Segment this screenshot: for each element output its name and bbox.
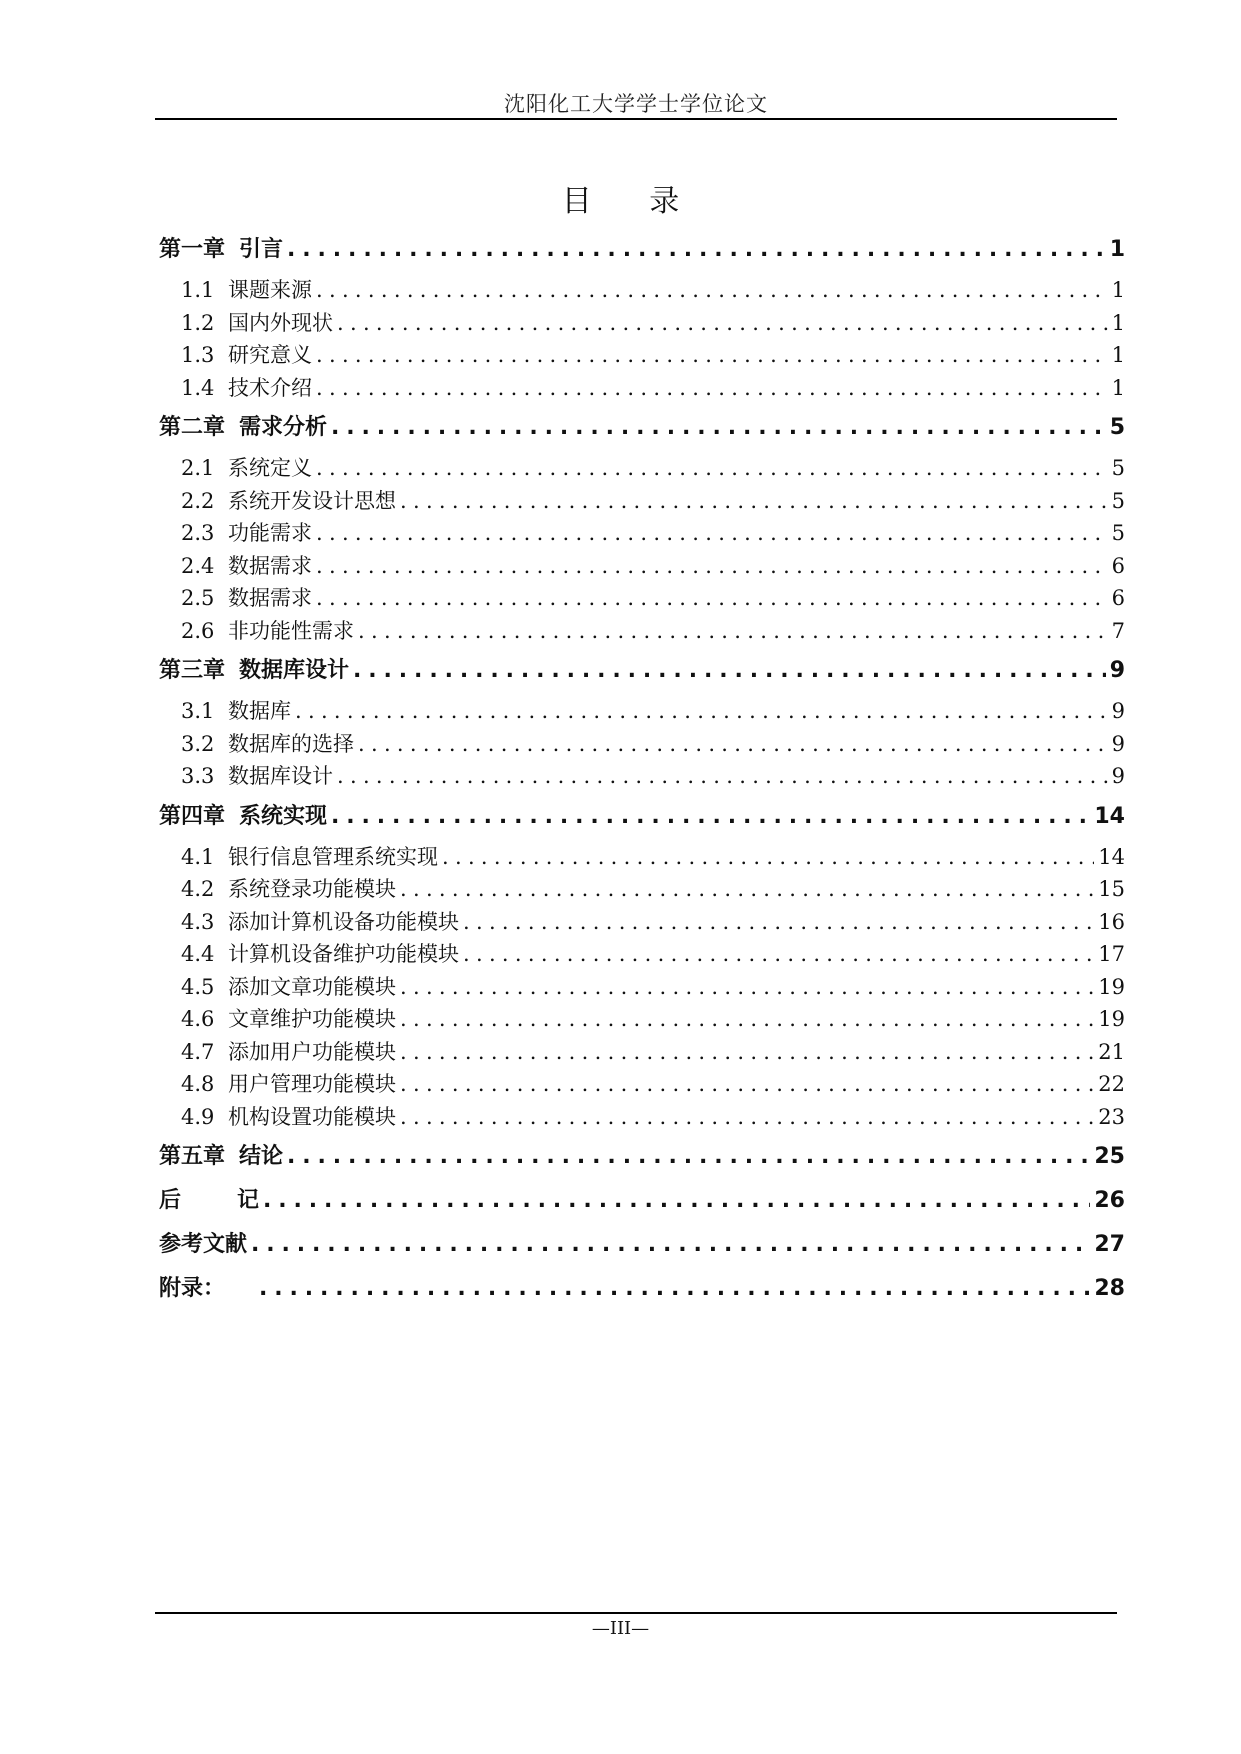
chapter-label: 第五章: [159, 1144, 226, 1169]
section-number: 2.3: [181, 521, 215, 545]
toc-chapter-2[interactable]: [159, 406, 1125, 450]
section-number: 1.3: [181, 343, 215, 367]
dot-leader: [358, 615, 1108, 648]
running-header: 沈阳化工大学学士学位论文: [504, 92, 768, 116]
section-title: 添加文章功能模块: [228, 974, 396, 999]
section-title: 系统定义: [228, 456, 312, 480]
section-title: 数据需求: [228, 586, 312, 610]
section-number: 1.1: [181, 278, 215, 302]
toc-section-2-4[interactable]: [159, 550, 1125, 583]
section-number: 2.2: [181, 488, 215, 513]
dot-leader: [331, 795, 1090, 839]
toc-chapter-5[interactable]: [159, 1135, 1125, 1179]
toc-section-2-6[interactable]: [159, 615, 1125, 648]
chapter-label: 第四章: [159, 803, 226, 829]
header-rule: [155, 118, 1117, 120]
dot-leader: [400, 1036, 1094, 1069]
page-number: 1: [1111, 310, 1125, 335]
toc-postscript[interactable]: [159, 1179, 1125, 1223]
toc-section-1-3[interactable]: [159, 339, 1125, 372]
page-number: 28: [1094, 1276, 1125, 1301]
section-title: 系统开发设计思想: [228, 488, 396, 513]
page-number: 26: [1094, 1188, 1125, 1213]
dot-leader: [400, 1101, 1094, 1134]
toc-section-4-5[interactable]: [159, 971, 1125, 1004]
dot-leader: [316, 372, 1108, 405]
toc-title: 目 录: [561, 184, 704, 219]
page-number: 5: [1111, 521, 1125, 545]
dot-leader: [337, 760, 1108, 793]
dot-leader: [316, 517, 1108, 550]
dot-leader: [331, 406, 1106, 450]
section-title: 计算机设备维护功能模块: [228, 942, 459, 966]
dot-leader: [358, 728, 1108, 761]
section-title: 数据库: [228, 699, 291, 723]
section-number: 2.1: [181, 456, 215, 480]
dot-leader: [400, 1068, 1094, 1101]
page-number: 21: [1098, 1039, 1125, 1064]
section-number: 4.9: [181, 1104, 215, 1129]
section-number: 4.1: [181, 844, 215, 869]
section-title: 国内外现状: [228, 310, 333, 335]
section-number: 2.6: [181, 618, 215, 643]
page-number: 5: [1111, 488, 1125, 513]
section-title: 用户管理功能模块: [228, 1072, 396, 1096]
page-number: 6: [1111, 586, 1125, 610]
chapter-title: 引言: [239, 237, 284, 262]
chapter-label: 附录：: [159, 1276, 226, 1301]
dot-leader: [316, 582, 1108, 615]
toc-chapter-4[interactable]: [159, 795, 1125, 839]
dot-leader: [400, 971, 1094, 1004]
table-of-contents: [159, 228, 1125, 1311]
dot-leader: [400, 873, 1094, 906]
toc-section-2-3[interactable]: [159, 517, 1125, 550]
page-number: 14: [1098, 844, 1125, 869]
toc-chapter-3[interactable]: [159, 649, 1125, 693]
page-number: 15: [1098, 877, 1125, 901]
chapter-label: 后: [159, 1188, 182, 1213]
dot-leader: [316, 452, 1108, 485]
page-number: 5: [1109, 415, 1125, 440]
page-number: 19: [1098, 1007, 1125, 1031]
section-number: 4.8: [181, 1072, 215, 1096]
toc-section-4-7[interactable]: [159, 1036, 1125, 1069]
dot-leader: [463, 938, 1094, 971]
page-number: 5: [1111, 456, 1125, 480]
chapter-title: 结论: [239, 1144, 284, 1169]
toc-section-4-3[interactable]: [159, 906, 1125, 939]
section-number: 4.2: [181, 877, 215, 901]
dot-leader: [400, 1003, 1094, 1036]
page-number: 23: [1098, 1104, 1125, 1129]
chapter-label: 第二章: [159, 415, 226, 440]
page-number: 19: [1098, 974, 1125, 999]
section-title: 数据需求: [228, 553, 312, 578]
section-number: 1.4: [181, 375, 215, 400]
chapter-label: 参考文献: [159, 1232, 248, 1257]
toc-section-3-1[interactable]: [159, 695, 1125, 728]
page-number: 17: [1098, 942, 1125, 966]
section-title: 研究意义: [228, 343, 312, 367]
section-number: 1.2: [181, 310, 215, 335]
page-number: 9: [1109, 658, 1125, 683]
toc-section-3-3[interactable]: [159, 760, 1125, 793]
dot-leader: [337, 307, 1108, 340]
section-title: 添加计算机设备功能模块: [228, 909, 459, 934]
page-number: 27: [1094, 1232, 1125, 1257]
section-title: 数据库的选择: [228, 731, 354, 756]
section-title: 机构设置功能模块: [228, 1104, 396, 1129]
section-title: 技术介绍: [228, 375, 312, 400]
section-title: 系统登录功能模块: [228, 877, 396, 901]
toc-section-4-4[interactable]: [159, 938, 1125, 971]
toc-chapter-1[interactable]: [159, 228, 1125, 272]
page-number: 16: [1098, 909, 1125, 934]
dot-leader: [353, 649, 1106, 693]
section-number: 4.4: [181, 942, 215, 966]
page-number: 9: [1111, 699, 1125, 723]
section-title: 数据库设计: [228, 764, 333, 788]
page-number: 1: [1111, 343, 1125, 367]
toc-section-1-2[interactable]: [159, 307, 1125, 340]
toc-section-4-6[interactable]: [159, 1003, 1125, 1036]
toc-references[interactable]: [159, 1223, 1125, 1267]
toc-section-4-8[interactable]: [159, 1068, 1125, 1101]
page-number: 9: [1111, 731, 1125, 756]
section-title: 添加用户功能模块: [228, 1039, 396, 1064]
section-number: 3.3: [181, 764, 215, 788]
page-number: 1: [1111, 375, 1125, 400]
page-number: 6: [1111, 553, 1125, 578]
chapter-title: 数据库设计: [239, 658, 350, 683]
chapter-title: 记: [237, 1188, 260, 1213]
section-title: 功能需求: [228, 521, 312, 545]
toc-section-4-1[interactable]: [159, 841, 1125, 874]
toc-section-2-5[interactable]: [159, 582, 1125, 615]
toc-section-4-9[interactable]: [159, 1101, 1125, 1134]
section-title: 银行信息管理系统实现: [228, 844, 438, 869]
toc-section-2-2[interactable]: [159, 485, 1125, 518]
toc-appendix[interactable]: [159, 1267, 1125, 1311]
dot-leader: [295, 695, 1108, 728]
section-number: 4.5: [181, 974, 215, 999]
toc-section-1-1[interactable]: [159, 274, 1125, 307]
section-number: 4.6: [181, 1007, 215, 1031]
section-number: 2.5: [181, 586, 215, 610]
chapter-title: 系统实现: [239, 803, 328, 829]
footer-rule: [155, 1612, 1117, 1614]
toc-section-3-2[interactable]: [159, 728, 1125, 761]
dot-leader: [263, 1179, 1090, 1223]
dot-leader: [287, 228, 1106, 272]
chapter-label: 第一章: [159, 237, 226, 262]
dot-leader: [316, 339, 1108, 372]
page-number: 22: [1098, 1072, 1125, 1096]
page-number: 1: [1111, 278, 1125, 302]
dot-leader: [251, 1223, 1090, 1267]
toc-section-4-2[interactable]: [159, 873, 1125, 906]
page-number: 7: [1111, 618, 1125, 643]
page-number: 9: [1111, 764, 1125, 788]
chapter-label: 第三章: [159, 658, 226, 683]
page-number: 1: [1109, 237, 1125, 262]
section-number: 2.4: [181, 553, 215, 578]
dot-leader: [463, 906, 1094, 939]
dot-leader: [316, 550, 1108, 583]
toc-section-1-4[interactable]: [159, 372, 1125, 405]
chapter-title: 需求分析: [239, 415, 328, 440]
toc-section-2-1[interactable]: [159, 452, 1125, 485]
dot-leader: [316, 274, 1108, 307]
section-title: 非功能性需求: [228, 618, 354, 643]
section-number: 3.1: [181, 699, 215, 723]
section-number: 3.2: [181, 731, 215, 756]
dot-leader: [259, 1267, 1090, 1311]
dot-leader: [442, 841, 1094, 874]
section-number: 4.3: [181, 909, 215, 934]
footer-page-number: —III—: [591, 1618, 650, 1639]
section-title: 文章维护功能模块: [228, 1007, 396, 1031]
page-number: 25: [1094, 1144, 1125, 1169]
dot-leader: [287, 1135, 1090, 1179]
page-number: 14: [1094, 803, 1125, 829]
section-number: 4.7: [181, 1039, 215, 1064]
section-title: 课题来源: [228, 278, 312, 302]
dot-leader: [400, 485, 1108, 518]
